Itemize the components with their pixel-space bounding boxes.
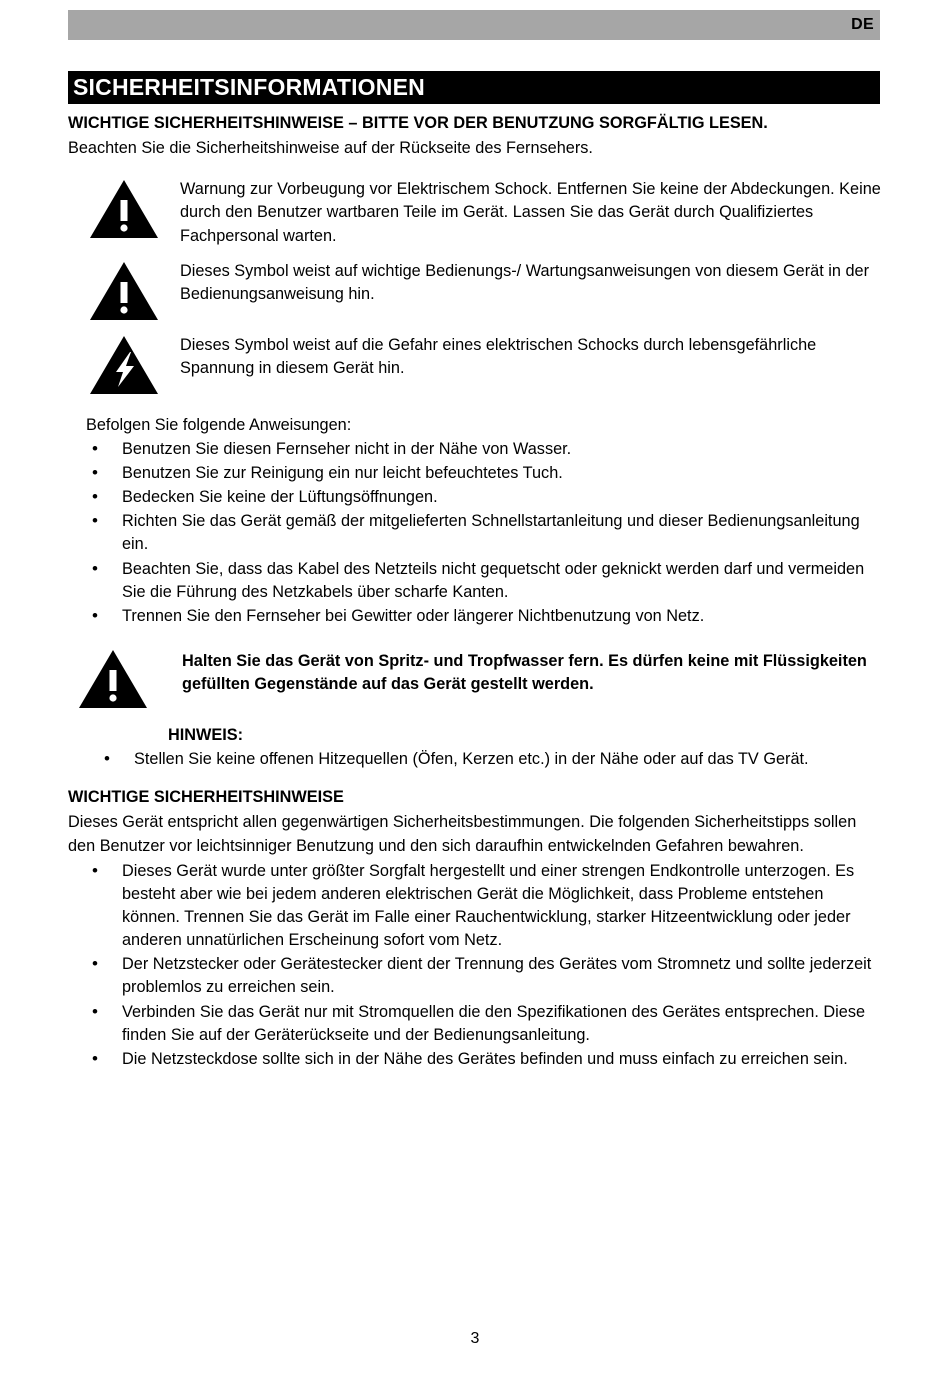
important-list bbox=[68, 860, 883, 1071]
intro-line-1: WICHTIGE SICHERHEITSHINWEISE – BITTE VOR DER BENUTZUNG SORGFÄLTIG LESEN. bbox=[68, 114, 768, 132]
list-item: • Dieses Gerät wurde unter größter Sorgfalt hergestellt und einer strengen Endkontrolle unterzogen. Es besteht aber wie bei jedem anderen elektrischen Gerät die Möglichkeit, dass Probleme entstehen können. Trennen Sie das Gerät im Falle einer Rauchentwicklung, starker Hitzeentwicklung oder jeder anderen unnatürlichen Erscheinung sofort vom Netz. bbox=[68, 860, 883, 953]
warning-triangle-exclamation-icon bbox=[68, 258, 180, 322]
list-item: • Stellen Sie keine offenen Hitzequellen (Öfen, Kerzen etc.) in der Nähe oder auf das TV Gerät. bbox=[68, 748, 883, 771]
water-warning-row bbox=[68, 646, 883, 710]
page-number: 3 bbox=[470, 1330, 480, 1347]
symbol-row bbox=[68, 176, 883, 247]
symbol-row bbox=[68, 258, 883, 322]
list-item: • Verbinden Sie das Gerät nur mit Stromquellen die den Spezifikationen des Gerätes entsprechen. Diese finden Sie auf der Geräterückseite und der Bedienungsanleitung. bbox=[68, 1001, 883, 1047]
warning-triangle-exclamation-icon bbox=[68, 176, 180, 240]
symbol-row bbox=[68, 332, 883, 396]
intro-line-2: Beachten Sie die Sicherheitshinweise auf der Rückseite des Fernsehers. bbox=[68, 139, 593, 158]
language-label: DE bbox=[851, 16, 874, 33]
symbol-explanations bbox=[68, 176, 883, 395]
water-warning-text: Halten Sie das Gerät von Spritz- und Tropfwasser fern. Es dürfen keine mit Flüssigkeiten gefüllten Gegenstände auf das Gerät gestellt werden. bbox=[182, 651, 867, 694]
page-header-bar bbox=[68, 10, 880, 40]
list-item: • Benutzen Sie zur Reinigung ein nur leicht befeuchtetes Tuch. bbox=[68, 462, 883, 485]
hinweis-block bbox=[68, 724, 883, 771]
list-item: • Der Netzstecker oder Gerätestecker dient der Trennung des Gerätes vom Stromnetz und sollte jederzeit problemlos zu erreichen sein. bbox=[68, 953, 883, 999]
warning-triangle-exclamation-icon bbox=[68, 646, 182, 710]
symbol-text: Dieses Symbol weist auf die Gefahr eines elektrischen Schocks durch lebensgefährliche Spannung in diesem Gerät hin. bbox=[180, 335, 817, 377]
list-item: • Richten Sie das Gerät gemäß der mitgelieferten Schnellstartanleitung und dieser Bedienungsanleitung ein. bbox=[68, 510, 883, 556]
list-item: • Trennen Sie den Fernseher bei Gewitter oder längerer Nichtbenutzung von Netz. bbox=[68, 605, 883, 628]
list-item: • Die Netzsteckdose sollte sich in der Nähe des Gerätes befinden und muss einfach zu erreichen sein. bbox=[68, 1048, 883, 1071]
hinweis-list bbox=[68, 748, 883, 771]
important-heading: WICHTIGE SICHERHEITSHINWEISE bbox=[68, 788, 344, 807]
instructions-lead: Befolgen Sie folgende Anweisungen: bbox=[86, 415, 352, 434]
important-paragraph: Dieses Gerät entspricht allen gegenwärtigen Sicherheitsbestimmungen. Die folgenden Sicherheitstipps sollen den Benutzer vor leichtsinniger Benutzung und den sich daraufhin entwickelnden Gefahren bewahren. bbox=[68, 813, 857, 855]
section-title-banner bbox=[68, 71, 880, 104]
symbol-text: Dieses Symbol weist auf wichtige Bedienungs-/ Wartungsanweisungen von diesem Gerät in der Bedienungsanweisung hin. bbox=[180, 261, 869, 303]
instructions-list bbox=[68, 438, 883, 628]
list-item: • Benutzen Sie diesen Fernseher nicht in der Nähe von Wasser. bbox=[68, 438, 883, 461]
list-item: • Bedecken Sie keine der Lüftungsöffnungen. bbox=[68, 486, 883, 509]
hinweis-label: HINWEIS: bbox=[168, 725, 244, 744]
page-title: SICHERHEITSINFORMATIONEN bbox=[73, 74, 425, 100]
document-content bbox=[68, 112, 883, 1072]
symbol-text: Warnung zur Vorbeugung vor Elektrischem Schock. Entfernen Sie keine der Abdeckungen. Keine durch den Benutzer wartbaren Teile im Gerät. Lassen Sie das Gerät durch Qualifiziertes Fachpersonal warten. bbox=[180, 180, 881, 245]
list-item: • Beachten Sie, dass das Kabel des Netzteils nicht gequetscht oder geknickt werden darf und vermeiden Sie die Führung des Netzkabels über scharfe Kanten. bbox=[68, 558, 883, 604]
warning-triangle-lightning-icon bbox=[68, 332, 180, 396]
